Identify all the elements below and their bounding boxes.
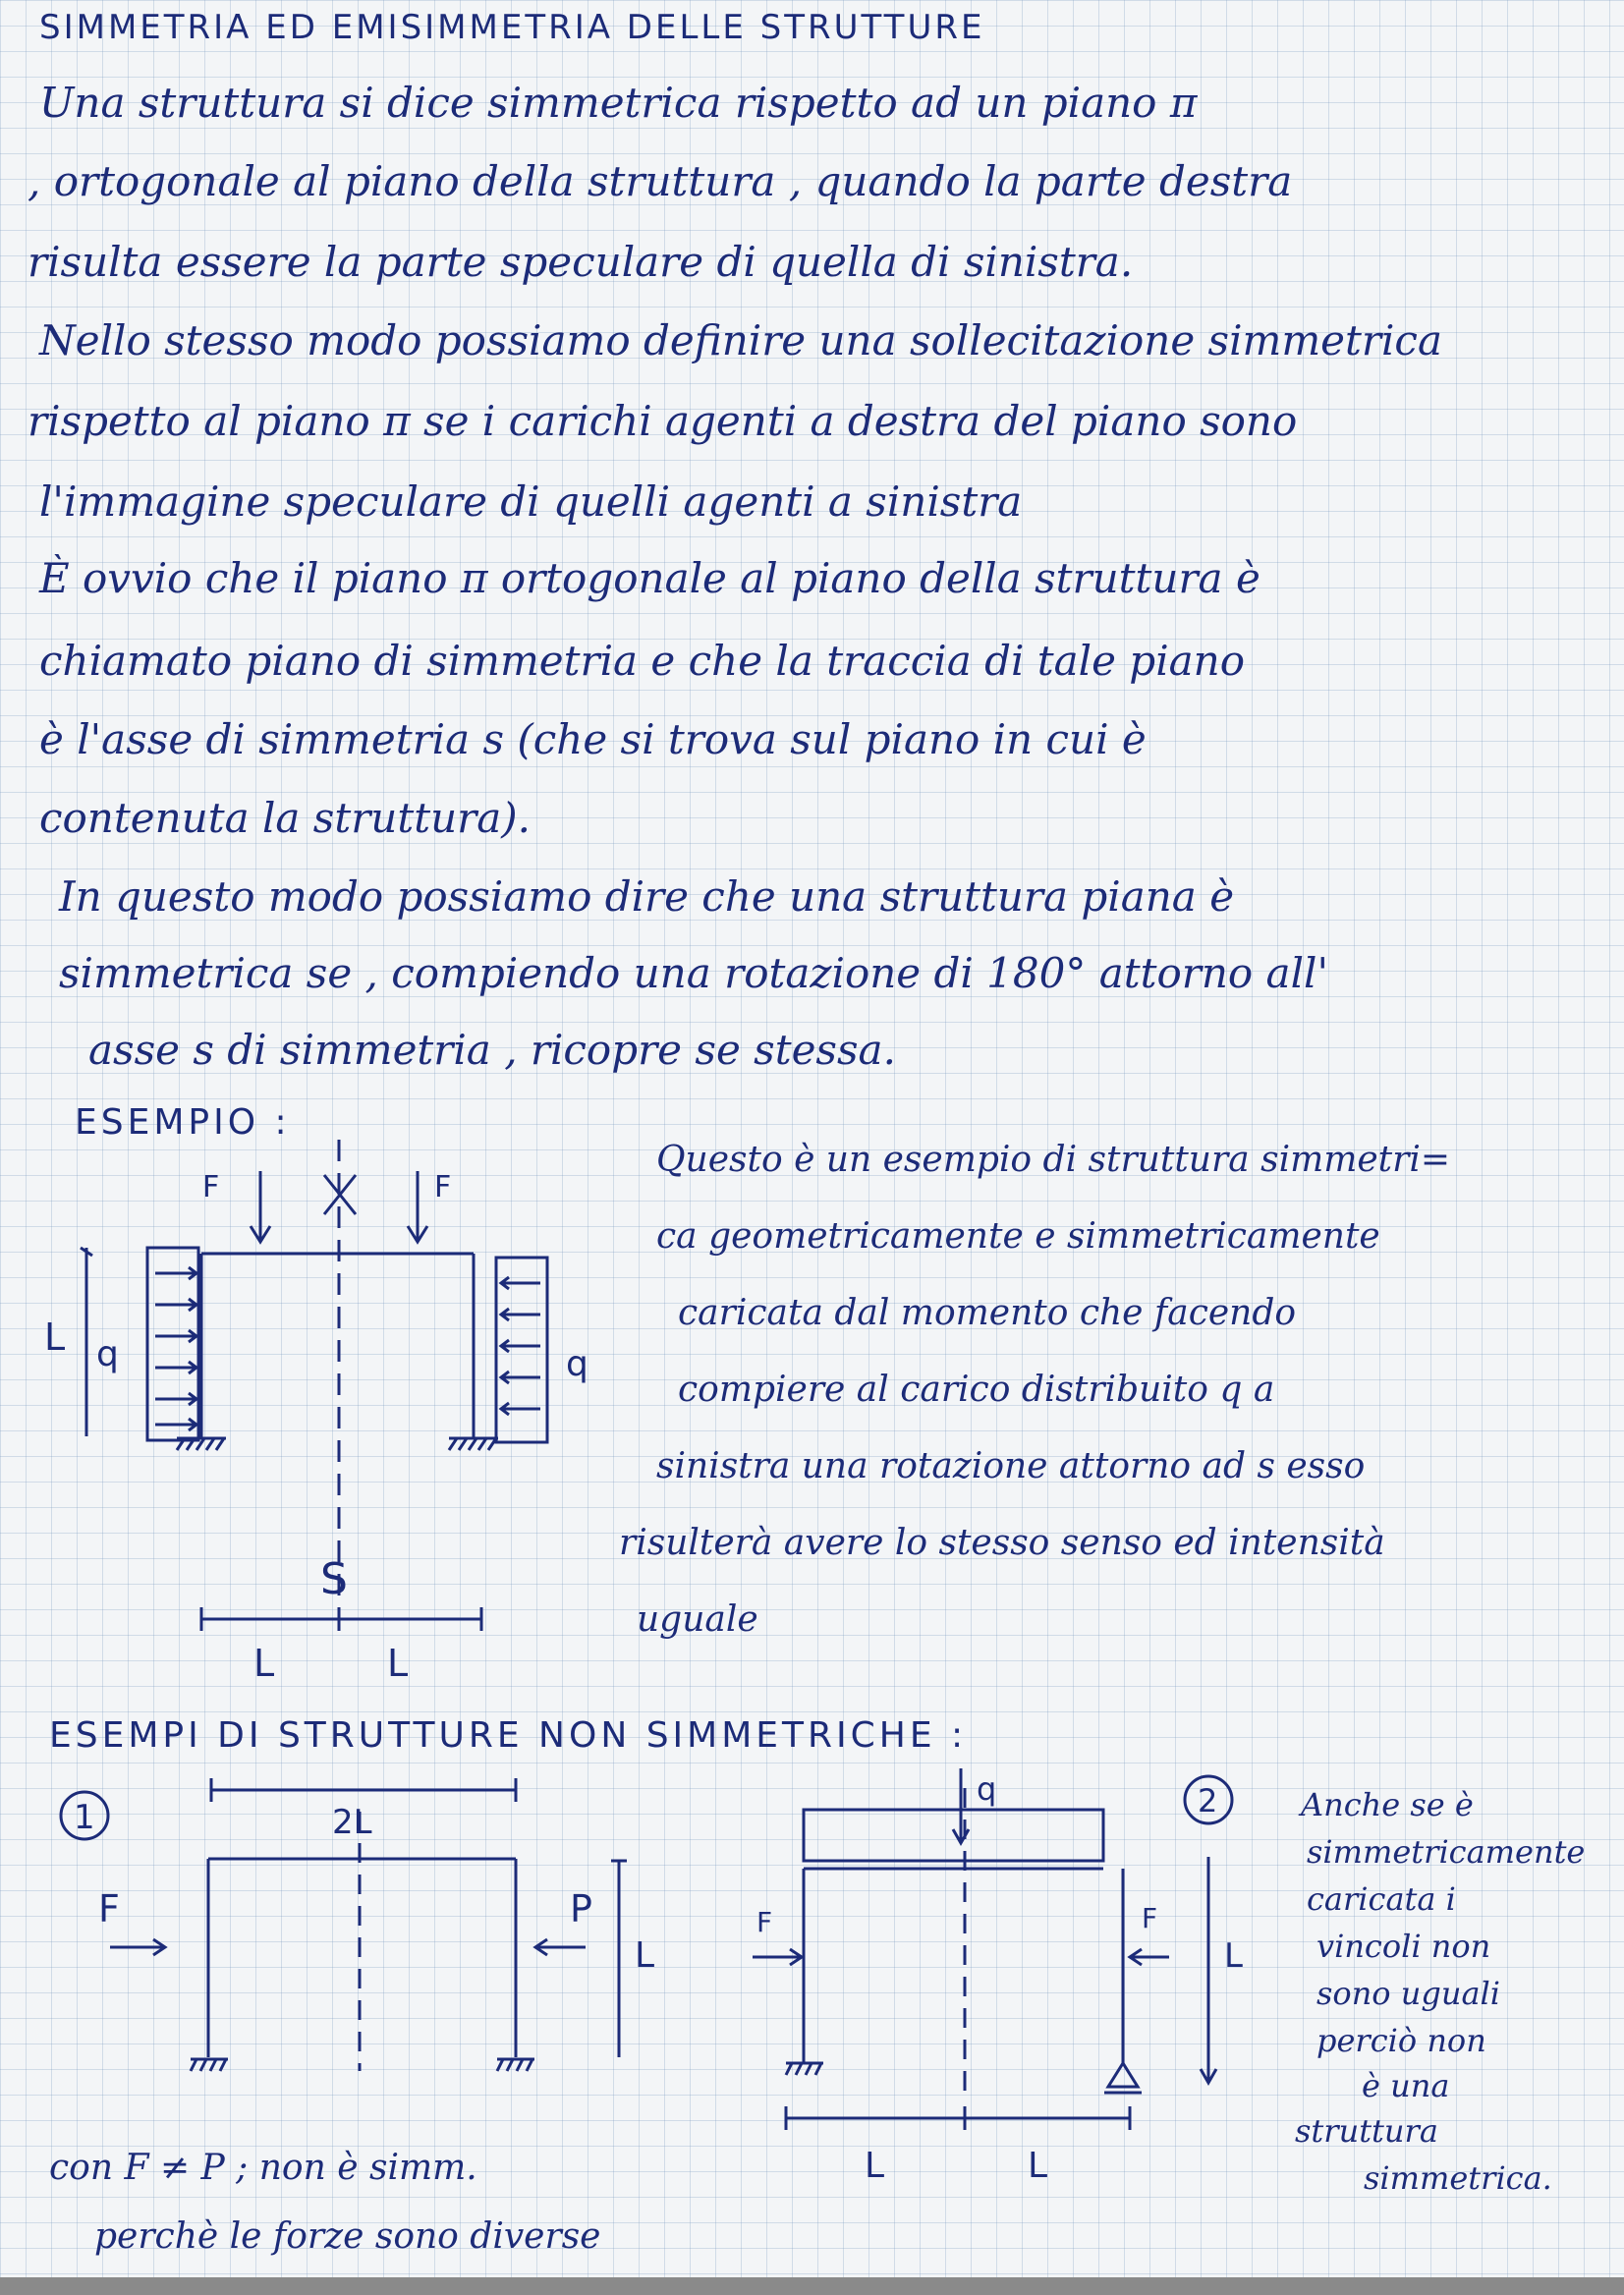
paragraph-2-line-2: rispetto al piano π se i carichi agenti a destra del piano sono [28, 397, 1298, 445]
load-label-right: q [566, 1344, 588, 1384]
paragraph-4-line-1: In questo modo possiamo dire che una struttura piana è [59, 872, 1235, 921]
axis-label-s: S [320, 1554, 348, 1604]
load-label-left: q [96, 1334, 119, 1374]
example-heading: ESEMPIO : [75, 1102, 291, 1143]
paragraph-1-line-2: , ortogonale al piano della struttura , quando la parte destra [28, 157, 1293, 205]
paragraph-4-line-2: simmetrica se , compiendo una rotazione di 180° attorno all' [59, 949, 1328, 997]
paragraph-3-line-2: chiamato piano di simmetria e che la traccia di tale piano [39, 637, 1246, 685]
paragraph-1-line-3: risulta essere la parte speculare di quella di sinistra. [28, 238, 1134, 286]
example-2-span-left-label: L [865, 2146, 885, 2186]
span-label-right: L [387, 1642, 409, 1685]
example-1-height-label: L [635, 1935, 655, 1976]
example-1-note-line-2: perchè le forze sono diverse [94, 2216, 601, 2257]
paragraph-4-line-3: asse s di simmetria , ricopre se stessa. [88, 1026, 896, 1074]
example-text-line-3: caricata dal momento che facendo [678, 1293, 1297, 1333]
nonsymmetric-heading: ESEMPI DI STRUTTURE NON SIMMETRICHE : [49, 1715, 968, 1756]
paragraph-3-line-1: È ovvio che il piano π ortogonale al piano della struttura è [39, 554, 1260, 602]
example-2-note-line-9: simmetrica. [1364, 2159, 1552, 2197]
force-label-right: F [434, 1170, 452, 1204]
paragraph-3-line-4: contenuta la struttura). [39, 794, 532, 842]
example-2-load-label: q [977, 1770, 997, 1808]
paragraph-2-line-3: l'immagine speculare di quelli agenti a sinistra [39, 477, 1023, 526]
example-2-note-line-1: Anche se è [1301, 1786, 1474, 1823]
example-2-note-line-8: struttura [1295, 2112, 1438, 2150]
example-2-note-line-7: è una [1362, 2067, 1450, 2104]
example-2-height-label: L [1224, 1936, 1243, 1976]
example-1-force-f-label: F [98, 1887, 120, 1931]
span-label-left: L [253, 1642, 275, 1685]
example-2-force-right-label: F [1142, 1902, 1158, 1934]
example-2-note-line-3: caricata i [1307, 1880, 1456, 1918]
example-2-note-line-4: vincoli non [1316, 1928, 1491, 1965]
example-text-line-5: sinistra una rotazione attorno ad s esso [656, 1446, 1366, 1486]
example-2-note-line-6: perciò non [1316, 2022, 1486, 2059]
example-text-line-1: Questo è un esempio di struttura simmetri= [656, 1140, 1451, 1180]
paragraph-1-line-1: Una struttura si dice simmetrica rispetto ad un piano π [39, 79, 1198, 127]
example-text-line-7: uguale [637, 1599, 758, 1640]
example-2-note-line-2: simmetricamente [1307, 1833, 1586, 1871]
example-text-line-4: compiere al carico distribuito q a [678, 1370, 1275, 1410]
height-label: L [44, 1315, 66, 1359]
example-1-note-line-1: con F ≠ P ; non è simm. [49, 2148, 477, 2188]
force-label-left: F [202, 1170, 220, 1204]
scan-edge [0, 2277, 1624, 2295]
example-2-number: 2 [1198, 1782, 1218, 1819]
example-1-force-p-label: P [570, 1887, 592, 1931]
example-1-number: 1 [74, 1798, 95, 1837]
paragraph-2-line-1: Nello stesso modo possiamo definire una sollecitazione simmetrica [39, 316, 1442, 364]
example-2-span-right-label: L [1028, 2146, 1048, 2186]
example-text-line-6: risulterà avere lo stesso senso ed intensità [619, 1523, 1385, 1563]
example-1-span-label: 2L [332, 1803, 372, 1842]
example-2-force-left-label: F [756, 1906, 773, 1938]
example-2-note-line-5: sono uguali [1316, 1975, 1500, 2012]
page-title: SIMMETRIA ED EMISIMMETRIA DELLE STRUTTURE [39, 8, 985, 47]
paragraph-3-line-3: è l'asse di simmetria s (che si trova sul piano in cui è [39, 715, 1147, 763]
example-text-line-2: ca geometricamente e simmetricamente [656, 1216, 1380, 1257]
